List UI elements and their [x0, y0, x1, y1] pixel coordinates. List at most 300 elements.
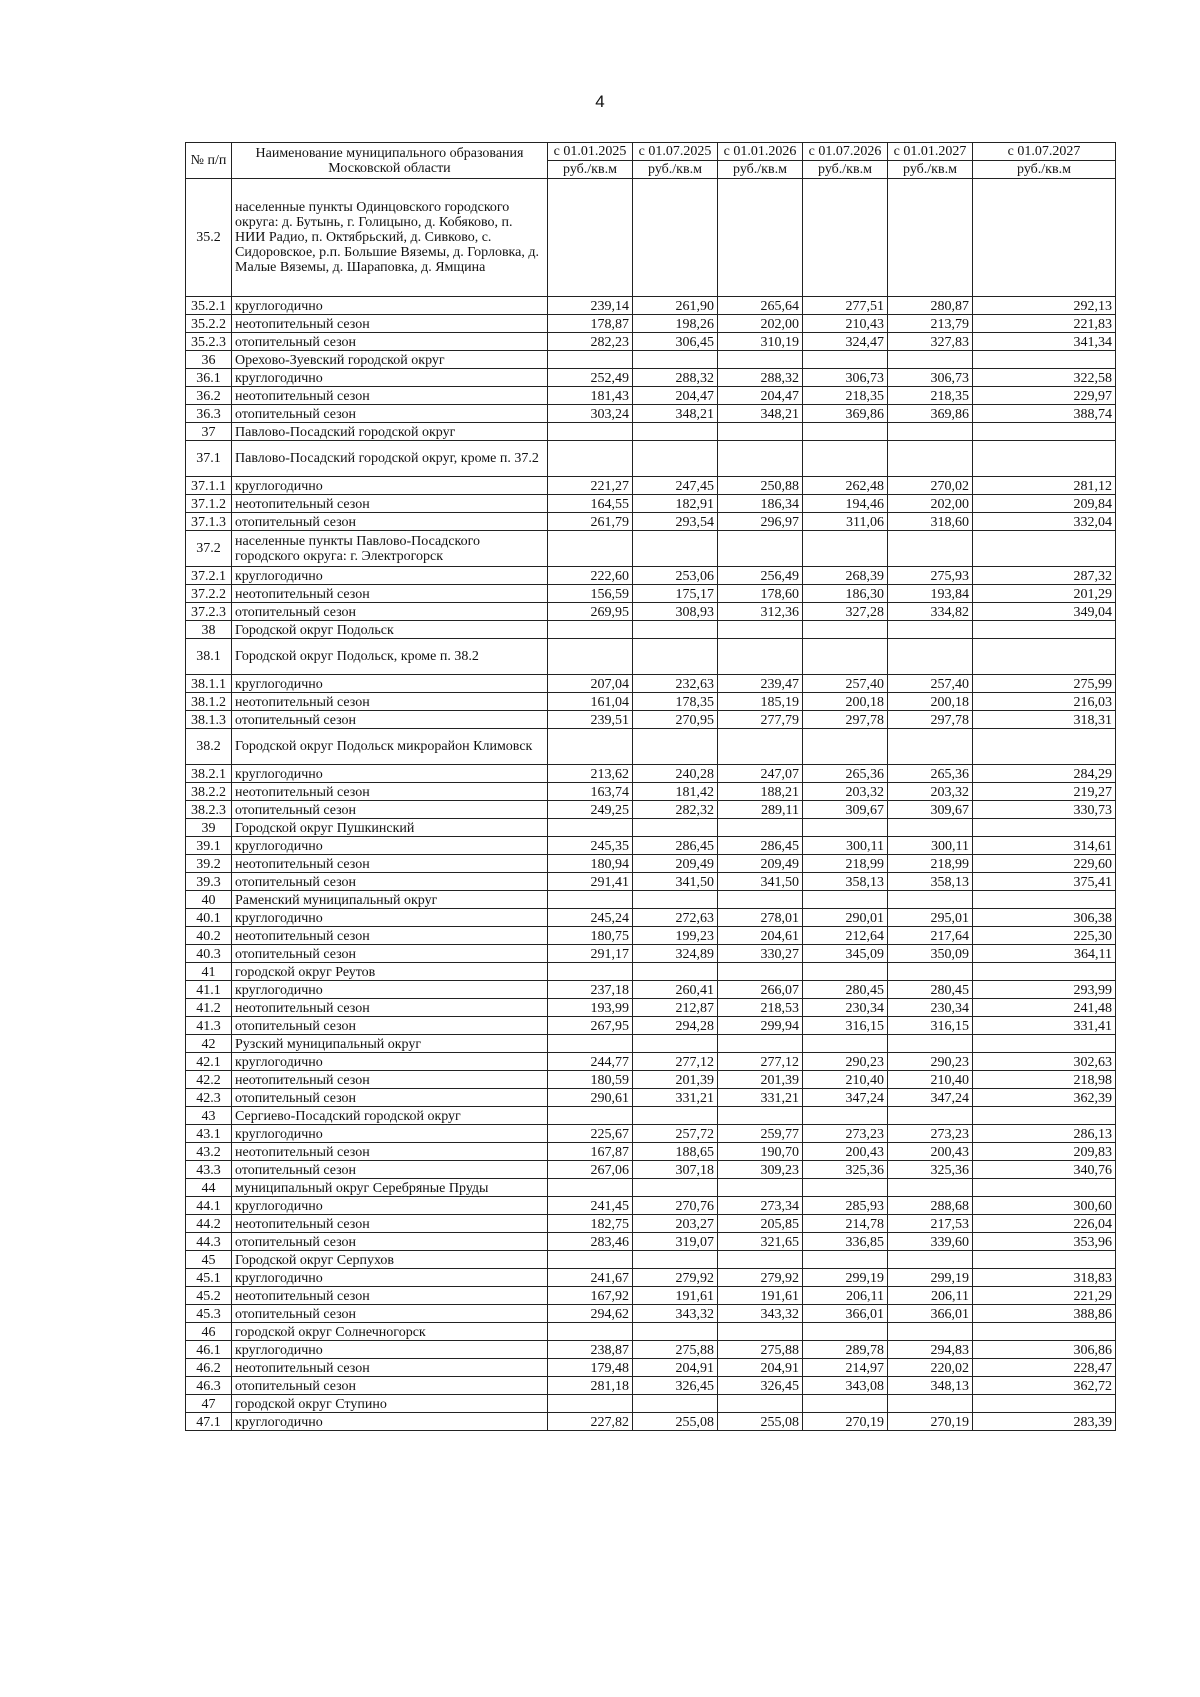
tariff-value — [973, 729, 1116, 765]
tariff-value: 316,15 — [803, 1017, 888, 1035]
tariff-value — [803, 1179, 888, 1197]
row-number: 45.2 — [186, 1287, 232, 1305]
tariff-value — [633, 729, 718, 765]
tariff-value: 364,11 — [973, 945, 1116, 963]
tariff-value: 324,89 — [633, 945, 718, 963]
tariff-value: 261,90 — [633, 297, 718, 315]
tariff-value — [888, 1395, 973, 1413]
tariff-value — [888, 423, 973, 441]
tariff-value: 348,21 — [718, 405, 803, 423]
tariff-value — [633, 621, 718, 639]
tariff-value: 214,97 — [803, 1359, 888, 1377]
tariff-value — [633, 891, 718, 909]
row-name: Орехово-Зуевский городской округ — [232, 351, 548, 369]
tariff-value: 257,40 — [888, 675, 973, 693]
tariff-value: 275,88 — [718, 1341, 803, 1359]
row-name: круглогодично — [232, 981, 548, 999]
row-number: 43.1 — [186, 1125, 232, 1143]
tariff-value: 213,79 — [888, 315, 973, 333]
tariff-value: 300,11 — [888, 837, 973, 855]
row-number: 43.2 — [186, 1143, 232, 1161]
tariff-value: 307,18 — [633, 1161, 718, 1179]
tariff-value — [973, 423, 1116, 441]
tariff-value: 388,74 — [973, 405, 1116, 423]
row-number: 41.2 — [186, 999, 232, 1017]
tariff-value — [973, 621, 1116, 639]
tariff-value: 203,32 — [803, 783, 888, 801]
table-row — [186, 333, 1116, 351]
tariff-value: 314,61 — [973, 837, 1116, 855]
table-body — [186, 179, 1116, 1431]
tariff-value: 350,09 — [888, 945, 973, 963]
row-number: 47.1 — [186, 1413, 232, 1431]
tariff-value — [888, 531, 973, 567]
header-unit: руб./кв.м — [633, 161, 718, 179]
tariff-value — [633, 1323, 718, 1341]
row-name: неотопительный сезон — [232, 1359, 548, 1377]
tariff-value — [888, 639, 973, 675]
row-number: 40 — [186, 891, 232, 909]
tariff-value — [718, 1179, 803, 1197]
row-number: 37.2 — [186, 531, 232, 567]
table-row — [186, 495, 1116, 513]
row-name: Сергиево-Посадский городской округ — [232, 1107, 548, 1125]
tariff-value — [803, 531, 888, 567]
row-name: отопительный сезон — [232, 603, 548, 621]
tariff-value — [888, 963, 973, 981]
table-row — [186, 1089, 1116, 1107]
tariff-value — [803, 621, 888, 639]
tariff-value: 265,36 — [888, 765, 973, 783]
tariff-value — [633, 531, 718, 567]
row-name: населенные пункты Павлово-Посадского городского округа: г. Электрогорск — [232, 531, 548, 567]
tariff-value: 331,41 — [973, 1017, 1116, 1035]
tariff-value: 188,65 — [633, 1143, 718, 1161]
tariff-value — [803, 819, 888, 837]
tariff-value: 201,29 — [973, 585, 1116, 603]
tariff-value — [718, 441, 803, 477]
tariff-value: 306,38 — [973, 909, 1116, 927]
tariff-value: 237,18 — [548, 981, 633, 999]
tariff-value: 286,13 — [973, 1125, 1116, 1143]
row-name: Рузский муниципальный округ — [232, 1035, 548, 1053]
tariff-value: 280,45 — [888, 981, 973, 999]
tariff-value: 210,43 — [803, 315, 888, 333]
row-name: круглогодично — [232, 1125, 548, 1143]
tariff-value: 267,06 — [548, 1161, 633, 1179]
tariff-value — [718, 423, 803, 441]
tariff-value — [973, 351, 1116, 369]
tariff-value: 230,34 — [888, 999, 973, 1017]
tariff-value: 188,21 — [718, 783, 803, 801]
tariff-value: 282,23 — [548, 333, 633, 351]
tariff-value: 266,07 — [718, 981, 803, 999]
tariff-value: 289,78 — [803, 1341, 888, 1359]
tariff-value: 331,21 — [718, 1089, 803, 1107]
tariff-value — [888, 179, 973, 297]
tariff-value — [718, 963, 803, 981]
tariff-value: 209,49 — [633, 855, 718, 873]
tariff-value: 288,68 — [888, 1197, 973, 1215]
row-name: круглогодично — [232, 675, 548, 693]
table-row — [186, 855, 1116, 873]
tariff-value — [973, 1107, 1116, 1125]
tariff-value: 181,43 — [548, 387, 633, 405]
tariff-value: 273,23 — [803, 1125, 888, 1143]
tariff-value: 283,39 — [973, 1413, 1116, 1431]
tariff-value — [973, 531, 1116, 567]
tariff-value: 214,78 — [803, 1215, 888, 1233]
tariff-value: 290,23 — [803, 1053, 888, 1071]
tariff-value: 278,01 — [718, 909, 803, 927]
tariff-value — [973, 441, 1116, 477]
tariff-value: 341,50 — [633, 873, 718, 891]
tariff-value: 247,07 — [718, 765, 803, 783]
tariff-value: 318,31 — [973, 711, 1116, 729]
table-row — [186, 1053, 1116, 1071]
tariff-value: 218,53 — [718, 999, 803, 1017]
tariff-value: 277,12 — [718, 1053, 803, 1071]
header-date: с 01.07.2027 — [973, 143, 1116, 161]
table-row — [186, 387, 1116, 405]
row-number: 36.1 — [186, 369, 232, 387]
tariff-value: 193,99 — [548, 999, 633, 1017]
tariff-value: 284,29 — [973, 765, 1116, 783]
tariff-value — [633, 1251, 718, 1269]
table-row — [186, 909, 1116, 927]
tariff-value: 252,49 — [548, 369, 633, 387]
tariff-value: 182,75 — [548, 1215, 633, 1233]
tariff-value: 311,06 — [803, 513, 888, 531]
row-name: круглогодично — [232, 909, 548, 927]
tariff-value: 358,13 — [803, 873, 888, 891]
tariff-value: 193,84 — [888, 585, 973, 603]
row-name: неотопительный сезон — [232, 1071, 548, 1089]
tariff-value: 270,19 — [803, 1413, 888, 1431]
tariff-value: 291,17 — [548, 945, 633, 963]
row-number: 46.3 — [186, 1377, 232, 1395]
row-name: отопительный сезон — [232, 873, 548, 891]
tariff-value: 269,95 — [548, 603, 633, 621]
table-row — [186, 1287, 1116, 1305]
row-name: круглогодично — [232, 1269, 548, 1287]
tariff-value: 181,42 — [633, 783, 718, 801]
tariff-value: 200,18 — [803, 693, 888, 711]
table-row — [186, 1071, 1116, 1089]
tariff-value: 347,24 — [803, 1089, 888, 1107]
table-row — [186, 1107, 1116, 1125]
tariff-value: 261,79 — [548, 513, 633, 531]
tariff-value — [633, 1107, 718, 1125]
row-name: круглогодично — [232, 369, 548, 387]
row-number: 42.3 — [186, 1089, 232, 1107]
table-row — [186, 639, 1116, 675]
table-row — [186, 567, 1116, 585]
row-name: отопительный сезон — [232, 405, 548, 423]
tariff-value — [803, 1035, 888, 1053]
tariff-value: 297,78 — [888, 711, 973, 729]
row-number: 36.2 — [186, 387, 232, 405]
header-date: с 01.01.2025 — [548, 143, 633, 161]
row-number: 42.2 — [186, 1071, 232, 1089]
tariff-value — [973, 891, 1116, 909]
tariff-value: 178,60 — [718, 585, 803, 603]
row-name: отопительный сезон — [232, 333, 548, 351]
tariff-value: 241,45 — [548, 1197, 633, 1215]
tariff-value — [548, 179, 633, 297]
tariff-value: 163,74 — [548, 783, 633, 801]
row-number: 39 — [186, 819, 232, 837]
tariff-value: 268,39 — [803, 567, 888, 585]
tariff-value: 297,78 — [803, 711, 888, 729]
row-number: 39.1 — [186, 837, 232, 855]
header-unit: руб./кв.м — [548, 161, 633, 179]
table-row — [186, 423, 1116, 441]
row-number: 44 — [186, 1179, 232, 1197]
row-name: отопительный сезон — [232, 1305, 548, 1323]
table-row — [186, 1017, 1116, 1035]
row-name: Городской округ Подольск микрорайон Климовск — [232, 729, 548, 765]
row-number: 40.1 — [186, 909, 232, 927]
row-name: Павлово-Посадский городской округ — [232, 423, 548, 441]
tariff-value: 180,94 — [548, 855, 633, 873]
tariff-value — [633, 639, 718, 675]
table-row — [186, 621, 1116, 639]
table-row — [186, 179, 1116, 297]
row-number: 46 — [186, 1323, 232, 1341]
row-name: населенные пункты Одинцовского городского округа: д. Бутынь, г. Голицыно, д. Кобяково, п. НИИ Радио, п. Октябрьский, д. Сивково, с. Сидоровское, р.п. Большие Вяземы, д. Горловка, д. Малые Вяземы, д. Шараповка, д. Ямщина — [232, 179, 548, 297]
row-number: 42 — [186, 1035, 232, 1053]
tariff-value: 180,75 — [548, 927, 633, 945]
tariff-value — [803, 1323, 888, 1341]
row-name: отопительный сезон — [232, 1017, 548, 1035]
row-name: отопительный сезон — [232, 1377, 548, 1395]
tariff-value: 200,43 — [888, 1143, 973, 1161]
tariff-value: 156,59 — [548, 585, 633, 603]
tariff-value — [803, 1107, 888, 1125]
table-row — [186, 1413, 1116, 1431]
row-number: 35.2.1 — [186, 297, 232, 315]
row-number: 35.2.3 — [186, 333, 232, 351]
tariff-value: 321,65 — [718, 1233, 803, 1251]
tariff-value: 221,27 — [548, 477, 633, 495]
row-number: 44.3 — [186, 1233, 232, 1251]
tariff-value: 366,01 — [803, 1305, 888, 1323]
tariff-value: 290,23 — [888, 1053, 973, 1071]
tariff-value: 343,32 — [633, 1305, 718, 1323]
tariff-value: 220,02 — [888, 1359, 973, 1377]
row-number: 38.1.1 — [186, 675, 232, 693]
row-number: 36 — [186, 351, 232, 369]
page-number: 4 — [595, 92, 605, 111]
row-number: 45.1 — [186, 1269, 232, 1287]
row-name: отопительный сезон — [232, 513, 548, 531]
tariff-value: 326,45 — [718, 1377, 803, 1395]
row-number: 38.1.3 — [186, 711, 232, 729]
row-number: 41.3 — [186, 1017, 232, 1035]
tariff-value: 221,83 — [973, 315, 1116, 333]
tariff-value: 306,73 — [888, 369, 973, 387]
tariff-value — [888, 1251, 973, 1269]
tariff-value: 309,67 — [803, 801, 888, 819]
tariff-value — [888, 1035, 973, 1053]
tariff-value: 244,77 — [548, 1053, 633, 1071]
tariff-value: 257,72 — [633, 1125, 718, 1143]
tariff-value: 287,32 — [973, 567, 1116, 585]
tariff-value: 348,13 — [888, 1377, 973, 1395]
tariff-value — [718, 351, 803, 369]
tariff-value: 190,70 — [718, 1143, 803, 1161]
header-number: № п/п — [186, 143, 232, 179]
tariff-value: 279,92 — [633, 1269, 718, 1287]
tariff-value — [548, 1251, 633, 1269]
tariff-value: 308,93 — [633, 603, 718, 621]
tariff-value: 191,61 — [633, 1287, 718, 1305]
table-row — [186, 765, 1116, 783]
tariff-value — [548, 819, 633, 837]
tariff-value: 326,45 — [633, 1377, 718, 1395]
row-number: 37.2.1 — [186, 567, 232, 585]
row-number: 43 — [186, 1107, 232, 1125]
row-number: 42.1 — [186, 1053, 232, 1071]
tariff-value: 164,55 — [548, 495, 633, 513]
tariff-value: 218,98 — [973, 1071, 1116, 1089]
tariff-value: 280,45 — [803, 981, 888, 999]
tariff-value: 349,04 — [973, 603, 1116, 621]
table-row — [186, 405, 1116, 423]
tariff-value — [803, 351, 888, 369]
tariff-value — [548, 441, 633, 477]
tariff-value: 199,23 — [633, 927, 718, 945]
table-row — [186, 531, 1116, 567]
tariff-value — [548, 1395, 633, 1413]
row-number: 38.2.1 — [186, 765, 232, 783]
tariff-value: 290,61 — [548, 1089, 633, 1107]
tariff-value: 202,00 — [888, 495, 973, 513]
tariff-value: 285,93 — [803, 1197, 888, 1215]
tariff-value — [718, 179, 803, 297]
table-row — [186, 711, 1116, 729]
tariff-value — [718, 1035, 803, 1053]
tariff-value: 280,87 — [888, 297, 973, 315]
row-name: неотопительный сезон — [232, 1215, 548, 1233]
tariff-value — [548, 639, 633, 675]
header-unit: руб./кв.м — [888, 161, 973, 179]
header-date: с 01.07.2025 — [633, 143, 718, 161]
tariff-value: 275,88 — [633, 1341, 718, 1359]
table-row — [186, 1251, 1116, 1269]
tariff-value: 217,64 — [888, 927, 973, 945]
tariff-value: 241,67 — [548, 1269, 633, 1287]
tariff-value — [973, 819, 1116, 837]
table-row — [186, 1359, 1116, 1377]
row-name: Раменский муниципальный округ — [232, 891, 548, 909]
row-name: круглогодично — [232, 765, 548, 783]
tariff-value: 201,39 — [633, 1071, 718, 1089]
tariff-value: 186,34 — [718, 495, 803, 513]
tariff-value: 216,03 — [973, 693, 1116, 711]
tariff-value: 209,83 — [973, 1143, 1116, 1161]
tariff-value: 319,07 — [633, 1233, 718, 1251]
tariff-value: 273,34 — [718, 1197, 803, 1215]
tariff-value: 212,87 — [633, 999, 718, 1017]
tariff-value — [633, 1395, 718, 1413]
tariff-value: 306,45 — [633, 333, 718, 351]
row-name: городской округ Реутов — [232, 963, 548, 981]
tariff-value: 185,19 — [718, 693, 803, 711]
tariff-value: 256,49 — [718, 567, 803, 585]
tariff-value — [973, 963, 1116, 981]
tariff-value: 210,40 — [888, 1071, 973, 1089]
tariff-value: 245,24 — [548, 909, 633, 927]
tariff-value: 175,17 — [633, 585, 718, 603]
tariff-value: 180,59 — [548, 1071, 633, 1089]
tariff-value — [718, 819, 803, 837]
table-row — [186, 585, 1116, 603]
tariff-value: 362,72 — [973, 1377, 1116, 1395]
tariff-value: 259,77 — [718, 1125, 803, 1143]
tariff-value: 275,93 — [888, 567, 973, 585]
tariff-value — [633, 179, 718, 297]
tariff-value: 270,95 — [633, 711, 718, 729]
row-name: неотопительный сезон — [232, 783, 548, 801]
tariff-value: 255,08 — [633, 1413, 718, 1431]
tariff-value: 198,26 — [633, 315, 718, 333]
tariff-value: 341,50 — [718, 873, 803, 891]
tariff-value — [548, 1107, 633, 1125]
tariff-value: 288,32 — [718, 369, 803, 387]
row-name: неотопительный сезон — [232, 999, 548, 1017]
tariff-value: 369,86 — [803, 405, 888, 423]
tariff-value: 294,28 — [633, 1017, 718, 1035]
tariff-value: 281,18 — [548, 1377, 633, 1395]
tariff-value: 303,24 — [548, 405, 633, 423]
tariff-value: 277,12 — [633, 1053, 718, 1071]
row-name: отопительный сезон — [232, 801, 548, 819]
tariff-value: 218,99 — [803, 855, 888, 873]
tariff-value: 353,96 — [973, 1233, 1116, 1251]
tariff-value: 204,91 — [633, 1359, 718, 1377]
row-number: 38.2.2 — [186, 783, 232, 801]
row-name: круглогодично — [232, 1053, 548, 1071]
tariff-value: 283,46 — [548, 1233, 633, 1251]
row-name: круглогодично — [232, 567, 548, 585]
tariff-value — [803, 1395, 888, 1413]
row-name: круглогодично — [232, 837, 548, 855]
tariff-value — [803, 729, 888, 765]
tariff-value: 288,32 — [633, 369, 718, 387]
row-number: 41 — [186, 963, 232, 981]
table-row — [186, 1161, 1116, 1179]
tariff-value — [718, 639, 803, 675]
tariff-value: 341,34 — [973, 333, 1116, 351]
tariff-value — [803, 441, 888, 477]
tariff-value: 293,99 — [973, 981, 1116, 999]
tariff-value: 182,91 — [633, 495, 718, 513]
tariff-value — [803, 963, 888, 981]
tariff-value — [718, 1251, 803, 1269]
row-number: 39.3 — [186, 873, 232, 891]
tariff-value — [803, 1251, 888, 1269]
row-number: 44.1 — [186, 1197, 232, 1215]
tariff-value: 178,87 — [548, 315, 633, 333]
tariff-value: 221,29 — [973, 1287, 1116, 1305]
tariff-value: 293,54 — [633, 513, 718, 531]
row-name: отопительный сезон — [232, 1233, 548, 1251]
tariff-value — [803, 179, 888, 297]
tariff-value: 255,08 — [718, 1413, 803, 1431]
tariff-value: 204,61 — [718, 927, 803, 945]
